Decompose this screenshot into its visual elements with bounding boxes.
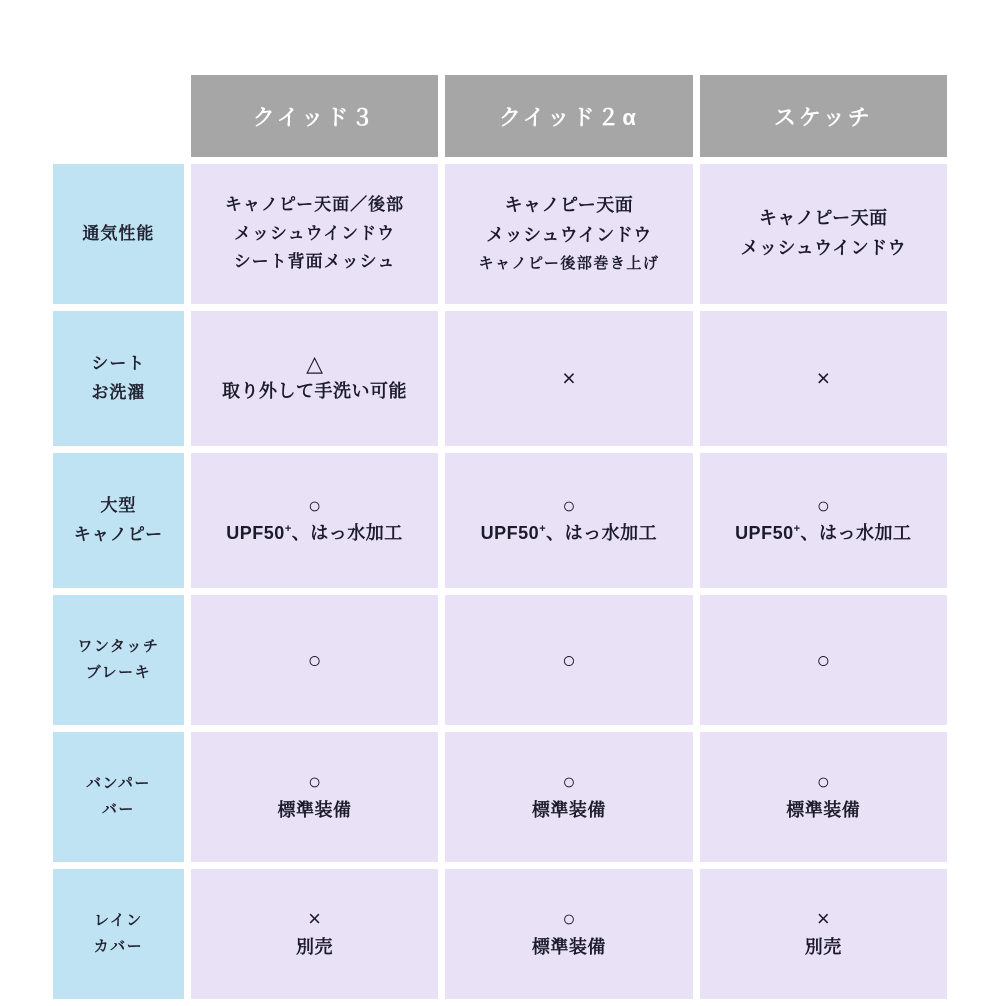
cell-line: 標準装備 xyxy=(786,799,861,820)
cell-ventilation-quid3 xyxy=(191,164,438,304)
cell-line: UPF50+、はっ水加工 xyxy=(735,523,912,544)
row-header-line: レイン xyxy=(94,911,143,929)
table-header xyxy=(53,75,947,157)
cell-ventilation-sketch xyxy=(700,164,947,304)
row-header-line: カバー xyxy=(93,938,144,955)
status-mark: × xyxy=(816,906,830,932)
cell-rain-cover-quid3 xyxy=(191,869,438,999)
cell-line: キャノピー天面／後部 xyxy=(224,194,405,214)
table-row xyxy=(53,869,947,999)
header-row xyxy=(53,75,947,157)
row-header-line: ワンタッチ xyxy=(77,637,160,655)
row-header-line: シート xyxy=(91,353,146,373)
status-mark: ○ xyxy=(562,906,576,932)
cell-seat-wash-quid2a xyxy=(445,311,692,446)
row-header-line: 大型 xyxy=(100,495,137,515)
table-body xyxy=(53,164,947,999)
cell-line: メッシュウインドウ xyxy=(233,223,396,243)
cell-bumper-bar-sketch xyxy=(700,732,947,862)
status-mark: ○ xyxy=(307,769,322,795)
cell-large-canopy-quid2a xyxy=(445,453,692,588)
column-header-quid3: クイッド３ xyxy=(191,75,438,157)
cell-line: キャノピー後部巻き上げ xyxy=(478,254,660,272)
status-mark: ○ xyxy=(816,492,830,518)
status-mark: × xyxy=(308,906,321,932)
row-header-line: お洗濯 xyxy=(91,382,146,402)
table-row xyxy=(53,164,947,304)
status-mark: ○ xyxy=(562,492,576,518)
status-mark: ○ xyxy=(562,769,576,795)
row-header-ventilation xyxy=(53,164,184,304)
column-header-quid2a: クイッド２α xyxy=(445,75,692,157)
product-comparison-table xyxy=(46,68,954,1006)
table-row xyxy=(53,311,947,446)
cell-one-touch-brake-sketch xyxy=(700,595,947,725)
status-mark: △ xyxy=(306,350,323,376)
cell-line: キャノピー天面 xyxy=(758,208,888,229)
row-header-bumper-bar xyxy=(53,732,184,862)
cell-large-canopy-sketch xyxy=(700,453,947,588)
cell-large-canopy-quid3 xyxy=(191,453,438,588)
cell-ventilation-quid2a xyxy=(445,164,692,304)
cell-line: UPF50+、はっ水加工 xyxy=(480,523,658,544)
table-corner-cell xyxy=(53,75,184,157)
status-mark: ○ xyxy=(307,646,322,673)
cell-line: メッシュウインドウ xyxy=(486,224,652,245)
table-row xyxy=(53,453,947,588)
table-row xyxy=(53,595,947,725)
column-header-sketch: スケッチ xyxy=(700,75,947,157)
row-header-line: バー xyxy=(101,801,135,818)
cell-rain-cover-quid2a xyxy=(445,869,692,999)
cell-line: 標準装備 xyxy=(277,799,352,820)
cell-rain-cover-sketch xyxy=(700,869,947,999)
cell-bumper-bar-quid2a xyxy=(445,732,692,862)
status-mark: × xyxy=(562,365,576,392)
row-header-line: キャノピー xyxy=(73,524,164,544)
row-header-line: バンパー xyxy=(85,774,151,792)
row-header-rain-cover xyxy=(53,869,184,999)
cell-line: UPF50+、はっ水加工 xyxy=(226,523,403,544)
status-mark: ○ xyxy=(561,646,576,673)
status-mark: × xyxy=(816,365,831,392)
table-row xyxy=(53,732,947,862)
cell-line: メッシュウインドウ xyxy=(740,238,907,258)
cell-one-touch-brake-quid2a xyxy=(445,595,692,725)
cell-bumper-bar-quid3 xyxy=(191,732,438,862)
cell-line: キャノピー天面 xyxy=(504,195,634,216)
cell-seat-wash-sketch xyxy=(700,311,947,446)
cell-seat-wash-quid3 xyxy=(191,311,438,446)
cell-line: 別売 xyxy=(804,936,842,957)
status-mark: ○ xyxy=(307,492,322,518)
row-header-seat-wash xyxy=(53,311,184,446)
cell-line: 取り外して手洗い可能 xyxy=(222,381,408,402)
status-mark: ○ xyxy=(816,769,830,795)
row-header-large-canopy xyxy=(53,453,184,588)
cell-line: 別売 xyxy=(296,936,334,957)
row-header-one-touch-brake xyxy=(53,595,184,725)
cell-line: シート背面メッシュ xyxy=(233,252,396,272)
cell-line: 標準装備 xyxy=(531,936,606,957)
cell-one-touch-brake-quid3 xyxy=(191,595,438,725)
cell-line: 標準装備 xyxy=(531,799,606,820)
row-header-line: ブレーキ xyxy=(85,664,152,681)
row-header-line: 通気性能 xyxy=(82,223,155,243)
status-mark: ○ xyxy=(816,646,831,673)
